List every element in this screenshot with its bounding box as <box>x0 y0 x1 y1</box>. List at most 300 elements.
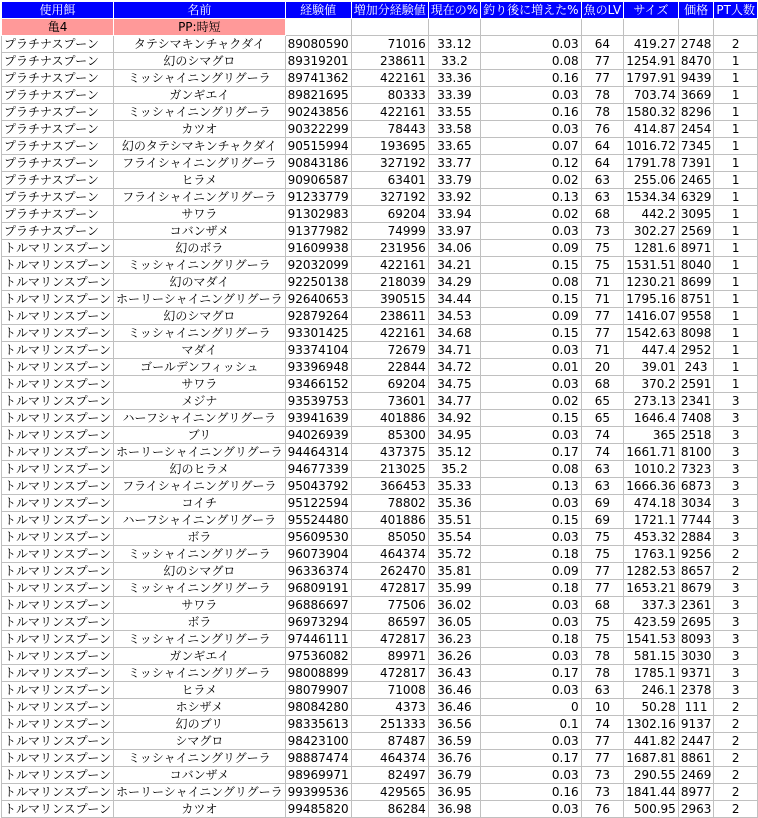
bait-cell[interactable]: トルマリンスプーン <box>2 699 114 716</box>
size-cell[interactable]: 423.59 <box>624 614 679 631</box>
bait-cell[interactable]: トルマリンスプーン <box>2 376 114 393</box>
party-size-cell[interactable]: 1 <box>714 359 758 376</box>
name-cell[interactable]: ミッシャイニングリグーラ <box>114 750 286 767</box>
name-cell[interactable]: ガンギエイ <box>114 648 286 665</box>
bait-cell[interactable]: トルマリンスプーン <box>2 495 114 512</box>
name-cell[interactable]: 幻のシマグロ <box>114 563 286 580</box>
pct-gain-cell[interactable]: 0.03 <box>481 801 581 818</box>
pct-gain-cell[interactable]: 0.02 <box>481 206 581 223</box>
size-cell[interactable]: 474.18 <box>624 495 679 512</box>
party-size-cell[interactable]: 1 <box>714 342 758 359</box>
fish-level-cell[interactable]: 74 <box>581 716 624 733</box>
bait-cell[interactable]: プラチナスプーン <box>2 138 114 155</box>
empty-cell[interactable] <box>285 19 351 36</box>
size-cell[interactable]: 365 <box>624 427 679 444</box>
exp-cell[interactable]: 96973294 <box>285 614 351 631</box>
current-pct-cell[interactable]: 36.02 <box>428 597 480 614</box>
pct-gain-cell[interactable]: 0.03 <box>481 36 581 53</box>
price-cell[interactable]: 243 <box>678 359 714 376</box>
price-cell[interactable]: 2361 <box>678 597 714 614</box>
party-size-cell[interactable]: 1 <box>714 376 758 393</box>
size-cell[interactable]: 302.27 <box>624 223 679 240</box>
name-cell[interactable]: ミッシャイニングリグーラ <box>114 70 286 87</box>
party-size-cell[interactable]: 3 <box>714 614 758 631</box>
exp-gain-cell[interactable]: 401886 <box>351 410 428 427</box>
exp-cell[interactable]: 92640653 <box>285 291 351 308</box>
price-cell[interactable]: 2569 <box>678 223 714 240</box>
exp-cell[interactable]: 93396948 <box>285 359 351 376</box>
pct-gain-cell[interactable]: 0.13 <box>481 189 581 206</box>
exp-gain-cell[interactable]: 78802 <box>351 495 428 512</box>
current-pct-cell[interactable]: 35.12 <box>428 444 480 461</box>
fish-level-cell[interactable]: 76 <box>581 121 624 138</box>
party-size-cell[interactable]: 2 <box>714 784 758 801</box>
bait-cell[interactable]: トルマリンスプーン <box>2 512 114 529</box>
current-pct-cell[interactable]: 33.55 <box>428 104 480 121</box>
current-pct-cell[interactable]: 33.58 <box>428 121 480 138</box>
fish-level-cell[interactable]: 78 <box>581 665 624 682</box>
price-cell[interactable]: 8100 <box>678 444 714 461</box>
exp-gain-cell[interactable]: 238611 <box>351 308 428 325</box>
pct-gain-cell[interactable]: 0.03 <box>481 121 581 138</box>
exp-gain-cell[interactable]: 89971 <box>351 648 428 665</box>
name-cell[interactable]: ハーフシャイニングリグーラ <box>114 410 286 427</box>
party-size-cell[interactable]: 3 <box>714 665 758 682</box>
party-size-cell[interactable]: 1 <box>714 240 758 257</box>
exp-cell[interactable]: 93301425 <box>285 325 351 342</box>
price-cell[interactable]: 9371 <box>678 665 714 682</box>
bait-cell[interactable]: トルマリンスプーン <box>2 563 114 580</box>
exp-gain-cell[interactable]: 63401 <box>351 172 428 189</box>
header-name[interactable]: 名前 <box>114 2 286 19</box>
fish-level-cell[interactable]: 63 <box>581 461 624 478</box>
exp-gain-cell[interactable]: 71008 <box>351 682 428 699</box>
party-size-cell[interactable]: 3 <box>714 631 758 648</box>
name-cell[interactable]: メジナ <box>114 393 286 410</box>
size-cell[interactable]: 419.27 <box>624 36 679 53</box>
party-size-cell[interactable]: 1 <box>714 223 758 240</box>
price-cell[interactable]: 9558 <box>678 308 714 325</box>
exp-gain-cell[interactable]: 193695 <box>351 138 428 155</box>
price-cell[interactable]: 8093 <box>678 631 714 648</box>
header-fish-level[interactable]: 魚のLV <box>581 2 624 19</box>
party-size-cell[interactable]: 3 <box>714 495 758 512</box>
bait-cell[interactable]: プラチナスプーン <box>2 223 114 240</box>
current-pct-cell[interactable]: 36.79 <box>428 767 480 784</box>
exp-cell[interactable]: 99399536 <box>285 784 351 801</box>
price-cell[interactable]: 2695 <box>678 614 714 631</box>
party-size-cell[interactable]: 3 <box>714 512 758 529</box>
header-bait[interactable]: 使用餌 <box>2 2 114 19</box>
bait-cell[interactable]: プラチナスプーン <box>2 206 114 223</box>
pct-gain-cell[interactable]: 0.03 <box>481 733 581 750</box>
current-pct-cell[interactable]: 34.29 <box>428 274 480 291</box>
size-cell[interactable]: 1795.16 <box>624 291 679 308</box>
pct-gain-cell[interactable]: 0.03 <box>481 376 581 393</box>
name-cell[interactable]: ホーリーシャイニングリグーラ <box>114 444 286 461</box>
fish-level-cell[interactable]: 73 <box>581 767 624 784</box>
exp-cell[interactable]: 95609530 <box>285 529 351 546</box>
size-cell[interactable]: 1785.1 <box>624 665 679 682</box>
pct-gain-cell[interactable]: 0.03 <box>481 427 581 444</box>
price-cell[interactable]: 7323 <box>678 461 714 478</box>
bait-cell[interactable]: トルマリンスプーン <box>2 750 114 767</box>
current-pct-cell[interactable]: 35.51 <box>428 512 480 529</box>
exp-gain-cell[interactable]: 77506 <box>351 597 428 614</box>
exp-gain-cell[interactable]: 464374 <box>351 750 428 767</box>
exp-gain-cell[interactable]: 401886 <box>351 512 428 529</box>
name-cell[interactable]: シマグロ <box>114 733 286 750</box>
fish-level-cell[interactable]: 63 <box>581 189 624 206</box>
header-party-size[interactable]: PT人数 <box>714 2 758 19</box>
party-size-cell[interactable]: 1 <box>714 155 758 172</box>
party-size-cell[interactable]: 3 <box>714 597 758 614</box>
current-pct-cell[interactable]: 33.12 <box>428 36 480 53</box>
size-cell[interactable]: 581.15 <box>624 648 679 665</box>
bait-cell[interactable]: トルマリンスプーン <box>2 733 114 750</box>
exp-gain-cell[interactable]: 327192 <box>351 189 428 206</box>
fish-level-cell[interactable]: 65 <box>581 393 624 410</box>
current-pct-cell[interactable]: 34.92 <box>428 410 480 427</box>
party-size-cell[interactable]: 3 <box>714 682 758 699</box>
bait-cell[interactable]: トルマリンスプーン <box>2 648 114 665</box>
price-cell[interactable]: 8977 <box>678 784 714 801</box>
price-cell[interactable]: 6873 <box>678 478 714 495</box>
bait-cell[interactable]: プラチナスプーン <box>2 87 114 104</box>
current-pct-cell[interactable]: 36.23 <box>428 631 480 648</box>
current-pct-cell[interactable]: 34.44 <box>428 291 480 308</box>
fish-level-cell[interactable]: 75 <box>581 257 624 274</box>
current-pct-cell[interactable]: 33.94 <box>428 206 480 223</box>
exp-cell[interactable]: 98969971 <box>285 767 351 784</box>
current-pct-cell[interactable]: 34.75 <box>428 376 480 393</box>
exp-gain-cell[interactable]: 69204 <box>351 206 428 223</box>
exp-gain-cell[interactable]: 429565 <box>351 784 428 801</box>
exp-gain-cell[interactable]: 251333 <box>351 716 428 733</box>
current-pct-cell[interactable]: 36.59 <box>428 733 480 750</box>
fish-level-cell[interactable]: 77 <box>581 733 624 750</box>
exp-cell[interactable]: 94677339 <box>285 461 351 478</box>
exp-cell[interactable]: 89319201 <box>285 53 351 70</box>
size-cell[interactable]: 1534.34 <box>624 189 679 206</box>
fish-level-cell[interactable]: 77 <box>581 53 624 70</box>
exp-cell[interactable]: 97446111 <box>285 631 351 648</box>
exp-cell[interactable]: 95043792 <box>285 478 351 495</box>
exp-gain-cell[interactable]: 437375 <box>351 444 428 461</box>
bait-cell[interactable]: トルマリンスプーン <box>2 682 114 699</box>
current-pct-cell[interactable]: 35.36 <box>428 495 480 512</box>
exp-gain-cell[interactable]: 422161 <box>351 104 428 121</box>
pct-gain-cell[interactable]: 0.01 <box>481 359 581 376</box>
name-cell[interactable]: 幻のシマグロ <box>114 308 286 325</box>
exp-cell[interactable]: 90906587 <box>285 172 351 189</box>
name-cell[interactable]: ホーリーシャイニングリグーラ <box>114 291 286 308</box>
pct-gain-cell[interactable]: 0.03 <box>481 767 581 784</box>
exp-gain-cell[interactable]: 69204 <box>351 376 428 393</box>
exp-cell[interactable]: 98084280 <box>285 699 351 716</box>
bait-cell[interactable]: トルマリンスプーン <box>2 631 114 648</box>
size-cell[interactable]: 1416.07 <box>624 308 679 325</box>
bait-cell[interactable]: トルマリンスプーン <box>2 342 114 359</box>
current-pct-cell[interactable]: 33.65 <box>428 138 480 155</box>
fish-level-cell[interactable]: 78 <box>581 104 624 121</box>
bait-cell[interactable]: トルマリンスプーン <box>2 308 114 325</box>
bait-cell[interactable]: トルマリンスプーン <box>2 240 114 257</box>
exp-gain-cell[interactable]: 422161 <box>351 325 428 342</box>
exp-gain-cell[interactable]: 238611 <box>351 53 428 70</box>
exp-cell[interactable]: 95524480 <box>285 512 351 529</box>
exp-cell[interactable]: 93374104 <box>285 342 351 359</box>
party-size-cell[interactable]: 2 <box>714 750 758 767</box>
exp-cell[interactable]: 98079907 <box>285 682 351 699</box>
size-cell[interactable]: 441.82 <box>624 733 679 750</box>
party-size-cell[interactable]: 1 <box>714 189 758 206</box>
name-cell[interactable]: 幻のブリ <box>114 716 286 733</box>
bait-cell[interactable]: トルマリンスプーン <box>2 257 114 274</box>
exp-gain-cell[interactable]: 72679 <box>351 342 428 359</box>
party-size-cell[interactable]: 2 <box>714 546 758 563</box>
exp-gain-cell[interactable]: 464374 <box>351 546 428 563</box>
exp-gain-cell[interactable]: 86284 <box>351 801 428 818</box>
note-label[interactable]: PP:時短 <box>114 19 286 36</box>
size-cell[interactable]: 337.3 <box>624 597 679 614</box>
pct-gain-cell[interactable]: 0.12 <box>481 155 581 172</box>
header-exp-gain[interactable]: 増加分経験値 <box>351 2 428 19</box>
header-price[interactable]: 価格 <box>678 2 714 19</box>
empty-cell[interactable] <box>481 19 581 36</box>
fish-level-cell[interactable]: 69 <box>581 512 624 529</box>
pct-gain-cell[interactable]: 0.15 <box>481 325 581 342</box>
price-cell[interactable]: 7345 <box>678 138 714 155</box>
exp-cell[interactable]: 96336374 <box>285 563 351 580</box>
empty-cell[interactable] <box>624 19 679 36</box>
fish-level-cell[interactable]: 20 <box>581 359 624 376</box>
bait-label[interactable]: 亀4 <box>2 19 114 36</box>
bait-cell[interactable]: トルマリンスプーン <box>2 546 114 563</box>
exp-gain-cell[interactable]: 327192 <box>351 155 428 172</box>
name-cell[interactable]: コイチ <box>114 495 286 512</box>
pct-gain-cell[interactable]: 0.15 <box>481 257 581 274</box>
price-cell[interactable]: 3095 <box>678 206 714 223</box>
current-pct-cell[interactable]: 34.71 <box>428 342 480 359</box>
fish-level-cell[interactable]: 68 <box>581 206 624 223</box>
pct-gain-cell[interactable]: 0.02 <box>481 393 581 410</box>
exp-cell[interactable]: 93539753 <box>285 393 351 410</box>
size-cell[interactable]: 447.4 <box>624 342 679 359</box>
size-cell[interactable]: 39.01 <box>624 359 679 376</box>
name-cell[interactable]: ガンギエイ <box>114 87 286 104</box>
pct-gain-cell[interactable]: 0.17 <box>481 444 581 461</box>
bait-cell[interactable]: トルマリンスプーン <box>2 461 114 478</box>
exp-gain-cell[interactable]: 80333 <box>351 87 428 104</box>
name-cell[interactable]: ミッシャイニングリグーラ <box>114 631 286 648</box>
current-pct-cell[interactable]: 33.36 <box>428 70 480 87</box>
current-pct-cell[interactable]: 36.98 <box>428 801 480 818</box>
name-cell[interactable]: サワラ <box>114 376 286 393</box>
party-size-cell[interactable]: 2 <box>714 767 758 784</box>
size-cell[interactable]: 1541.53 <box>624 631 679 648</box>
party-size-cell[interactable]: 1 <box>714 138 758 155</box>
current-pct-cell[interactable]: 35.72 <box>428 546 480 563</box>
current-pct-cell[interactable]: 34.06 <box>428 240 480 257</box>
name-cell[interactable]: サワラ <box>114 206 286 223</box>
party-size-cell[interactable]: 3 <box>714 427 758 444</box>
party-size-cell[interactable]: 3 <box>714 461 758 478</box>
pct-gain-cell[interactable]: 0.15 <box>481 291 581 308</box>
bait-cell[interactable]: トルマリンスプーン <box>2 614 114 631</box>
party-size-cell[interactable]: 1 <box>714 206 758 223</box>
name-cell[interactable]: タテシマキンチャクダイ <box>114 36 286 53</box>
price-cell[interactable]: 6329 <box>678 189 714 206</box>
bait-cell[interactable]: プラチナスプーン <box>2 189 114 206</box>
size-cell[interactable]: 1791.78 <box>624 155 679 172</box>
party-size-cell[interactable]: 1 <box>714 172 758 189</box>
name-cell[interactable]: ボラ <box>114 614 286 631</box>
price-cell[interactable]: 9439 <box>678 70 714 87</box>
exp-gain-cell[interactable]: 73601 <box>351 393 428 410</box>
bait-cell[interactable]: トルマリンスプーン <box>2 597 114 614</box>
party-size-cell[interactable]: 3 <box>714 444 758 461</box>
pct-gain-cell[interactable]: 0.03 <box>481 342 581 359</box>
bait-cell[interactable]: トルマリンスプーン <box>2 325 114 342</box>
party-size-cell[interactable]: 1 <box>714 104 758 121</box>
pct-gain-cell[interactable]: 0.07 <box>481 138 581 155</box>
size-cell[interactable]: 370.2 <box>624 376 679 393</box>
bait-cell[interactable]: トルマリンスプーン <box>2 716 114 733</box>
size-cell[interactable]: 1282.53 <box>624 563 679 580</box>
exp-gain-cell[interactable]: 87487 <box>351 733 428 750</box>
fish-level-cell[interactable]: 75 <box>581 614 624 631</box>
name-cell[interactable]: ミッシャイニングリグーラ <box>114 104 286 121</box>
fish-level-cell[interactable]: 78 <box>581 87 624 104</box>
pct-gain-cell[interactable]: 0.02 <box>481 172 581 189</box>
price-cell[interactable]: 8861 <box>678 750 714 767</box>
price-cell[interactable]: 8040 <box>678 257 714 274</box>
exp-gain-cell[interactable]: 85300 <box>351 427 428 444</box>
pct-gain-cell[interactable]: 0.18 <box>481 546 581 563</box>
exp-cell[interactable]: 90843186 <box>285 155 351 172</box>
name-cell[interactable]: 幻のタテシマキンチャクダイ <box>114 138 286 155</box>
bait-cell[interactable]: トルマリンスプーン <box>2 444 114 461</box>
name-cell[interactable]: 幻のボラ <box>114 240 286 257</box>
price-cell[interactable]: 9137 <box>678 716 714 733</box>
bait-cell[interactable]: トルマリンスプーン <box>2 291 114 308</box>
fish-level-cell[interactable]: 77 <box>581 325 624 342</box>
name-cell[interactable]: フライシャイニングリグーラ <box>114 155 286 172</box>
exp-gain-cell[interactable]: 390515 <box>351 291 428 308</box>
empty-cell[interactable] <box>351 19 428 36</box>
exp-cell[interactable]: 89821695 <box>285 87 351 104</box>
fish-level-cell[interactable]: 74 <box>581 444 624 461</box>
name-cell[interactable]: ミッシャイニングリグーラ <box>114 325 286 342</box>
size-cell[interactable]: 290.55 <box>624 767 679 784</box>
name-cell[interactable]: ゴールデンフィッシュ <box>114 359 286 376</box>
pct-gain-cell[interactable]: 0.03 <box>481 597 581 614</box>
exp-cell[interactable]: 91377982 <box>285 223 351 240</box>
current-pct-cell[interactable]: 36.26 <box>428 648 480 665</box>
size-cell[interactable]: 1542.63 <box>624 325 679 342</box>
name-cell[interactable]: マダイ <box>114 342 286 359</box>
size-cell[interactable]: 453.32 <box>624 529 679 546</box>
header-pct-gain[interactable]: 釣り後に増えた% <box>481 2 581 19</box>
pct-gain-cell[interactable]: 0.17 <box>481 750 581 767</box>
exp-gain-cell[interactable]: 422161 <box>351 257 428 274</box>
price-cell[interactable]: 8699 <box>678 274 714 291</box>
party-size-cell[interactable]: 3 <box>714 410 758 427</box>
name-cell[interactable]: ハーフシャイニングリグーラ <box>114 512 286 529</box>
party-size-cell[interactable]: 3 <box>714 648 758 665</box>
name-cell[interactable]: ボラ <box>114 529 286 546</box>
pct-gain-cell[interactable]: 0.03 <box>481 614 581 631</box>
fish-level-cell[interactable]: 71 <box>581 274 624 291</box>
fish-level-cell[interactable]: 74 <box>581 427 624 444</box>
name-cell[interactable]: ミッシャイニングリグーラ <box>114 580 286 597</box>
current-pct-cell[interactable]: 33.39 <box>428 87 480 104</box>
exp-gain-cell[interactable]: 472817 <box>351 631 428 648</box>
price-cell[interactable]: 9256 <box>678 546 714 563</box>
pct-gain-cell[interactable]: 0.09 <box>481 240 581 257</box>
size-cell[interactable]: 1302.16 <box>624 716 679 733</box>
pct-gain-cell[interactable]: 0.18 <box>481 631 581 648</box>
size-cell[interactable]: 255.06 <box>624 172 679 189</box>
current-pct-cell[interactable]: 36.56 <box>428 716 480 733</box>
exp-gain-cell[interactable]: 472817 <box>351 665 428 682</box>
exp-cell[interactable]: 99485820 <box>285 801 351 818</box>
size-cell[interactable]: 1653.21 <box>624 580 679 597</box>
bait-cell[interactable]: プラチナスプーン <box>2 70 114 87</box>
price-cell[interactable]: 2447 <box>678 733 714 750</box>
fish-level-cell[interactable]: 73 <box>581 784 624 801</box>
fish-level-cell[interactable]: 75 <box>581 240 624 257</box>
current-pct-cell[interactable]: 36.46 <box>428 699 480 716</box>
name-cell[interactable]: ホーリーシャイニングリグーラ <box>114 784 286 801</box>
fish-level-cell[interactable]: 77 <box>581 563 624 580</box>
price-cell[interactable]: 8296 <box>678 104 714 121</box>
pct-gain-cell[interactable]: 0.08 <box>481 461 581 478</box>
current-pct-cell[interactable]: 36.95 <box>428 784 480 801</box>
fish-level-cell[interactable]: 77 <box>581 308 624 325</box>
exp-cell[interactable]: 91233779 <box>285 189 351 206</box>
fish-level-cell[interactable]: 64 <box>581 155 624 172</box>
current-pct-cell[interactable]: 34.77 <box>428 393 480 410</box>
exp-cell[interactable]: 96886697 <box>285 597 351 614</box>
exp-cell[interactable]: 89741362 <box>285 70 351 87</box>
exp-cell[interactable]: 93466152 <box>285 376 351 393</box>
party-size-cell[interactable]: 2 <box>714 699 758 716</box>
exp-gain-cell[interactable]: 78443 <box>351 121 428 138</box>
bait-cell[interactable]: プラチナスプーン <box>2 121 114 138</box>
size-cell[interactable]: 1010.2 <box>624 461 679 478</box>
party-size-cell[interactable]: 2 <box>714 733 758 750</box>
price-cell[interactable]: 3034 <box>678 495 714 512</box>
price-cell[interactable]: 8657 <box>678 563 714 580</box>
current-pct-cell[interactable]: 35.99 <box>428 580 480 597</box>
size-cell[interactable]: 50.28 <box>624 699 679 716</box>
fish-level-cell[interactable]: 77 <box>581 750 624 767</box>
fish-level-cell[interactable]: 64 <box>581 138 624 155</box>
pct-gain-cell[interactable]: 0.16 <box>481 784 581 801</box>
name-cell[interactable]: 幻のヒラメ <box>114 461 286 478</box>
fish-level-cell[interactable]: 73 <box>581 223 624 240</box>
exp-gain-cell[interactable]: 86597 <box>351 614 428 631</box>
price-cell[interactable]: 8098 <box>678 325 714 342</box>
exp-cell[interactable]: 92032099 <box>285 257 351 274</box>
size-cell[interactable]: 1580.32 <box>624 104 679 121</box>
pct-gain-cell[interactable]: 0.15 <box>481 410 581 427</box>
pct-gain-cell[interactable]: 0.09 <box>481 563 581 580</box>
current-pct-cell[interactable]: 33.77 <box>428 155 480 172</box>
exp-gain-cell[interactable]: 22844 <box>351 359 428 376</box>
